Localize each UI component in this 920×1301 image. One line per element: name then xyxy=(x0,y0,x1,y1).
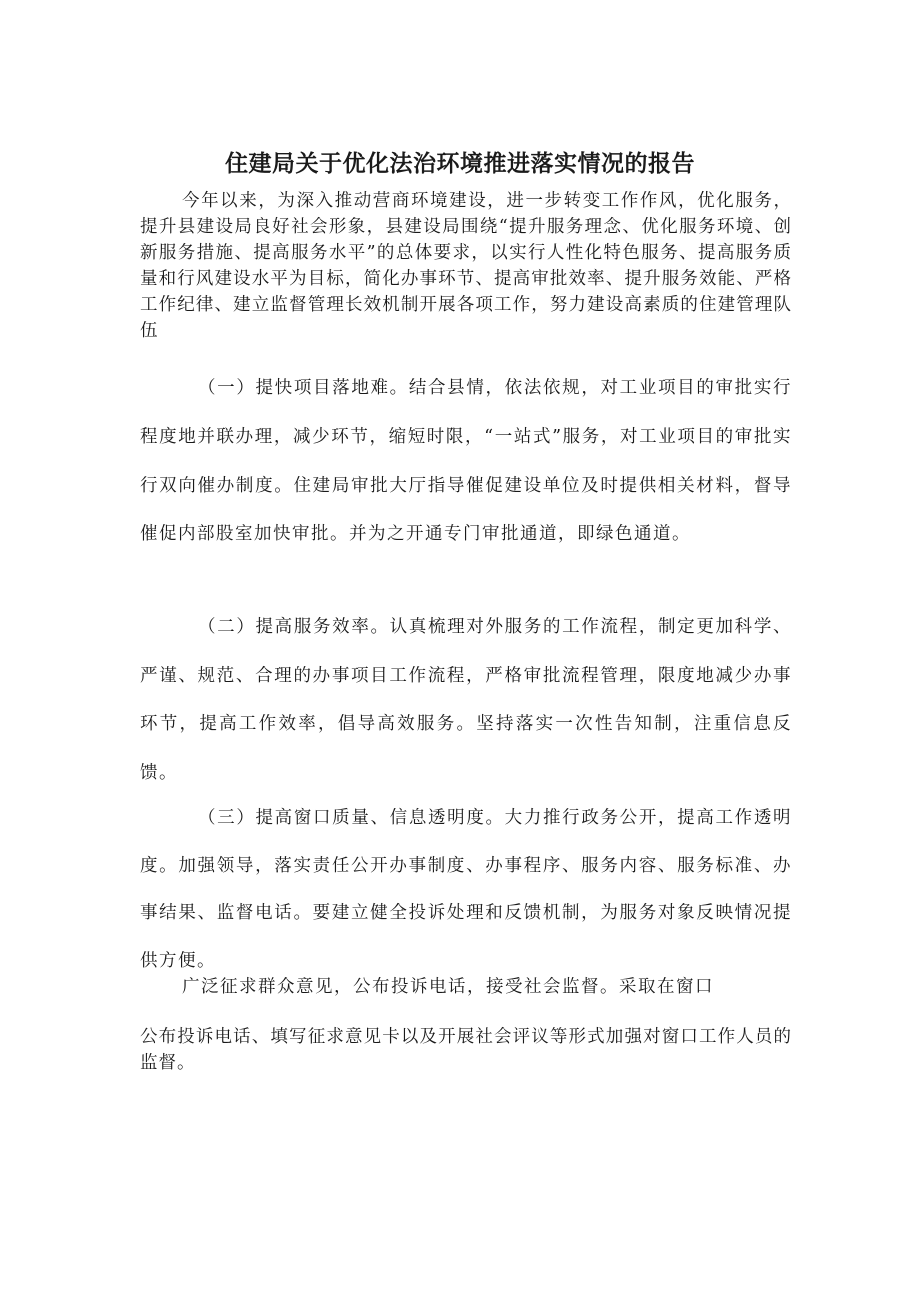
section-2-paragraph: （二）提高服务效率。认真梳理对外服务的工作流程，制定更加科学、严谨、规范、合理的办事项目工作流程，严格审批流程管理，限度地减少办事环节，提高工作效率，倡导高效服务。坚持落实一次性告知制，注重信息反馈。 xyxy=(140,617,792,783)
section-1-paragraph: （一）提快项目落地难。结合县情，依法依规，对工业项目的审批实行程度地并联办理，减少环节，缩短时限，“一站式”服务，对工业项目的审批实行双向催办制度。住建局审批大厅指导催促建设单位及时提供相关材料，督导催促内部股室加快审批。并为之开通专门审批通道，即绿色通道。 xyxy=(140,378,792,545)
section-4-continuation: 公布投诉电话、填写征求意见卡以及开展社会评议等形式加强对窗口工作人员的监督。 xyxy=(140,1027,792,1073)
page-title: 住建局关于优化法治环境推进落实情况的报告 xyxy=(225,151,695,178)
intro-paragraph: 今年以来，为深入推动营商环境建设，进一步转变工作作风，优化服务，提升县建设局良好社会形象，县建设局围绕“提升服务理念、优化服务环境、创新服务措施、提高服务水平”的总体要求，以实行人性化特色服务、提高服务质量和行风建设水平为目标，简化办事环节、提高审批效率、提升服务效能、严格工作纪律、建立监督管理长效机制开展各项工作，努力建设高素质的住建管理队伍 xyxy=(140,191,792,341)
section-4-first-line: 广泛征求群众意见，公布投诉电话，接受社会监督。采取在窗口 xyxy=(182,977,714,997)
section-3-paragraph: （三）提高窗口质量、信息透明度。大力推行政务公开，提高工作透明度。加强领导，落实责任公开办事制度、办事程序、服务内容、服务标准、办事结果、监督电话。要建立健全投诉处理和反馈机制，为服务对象反映情况提供方便。 xyxy=(140,808,792,972)
